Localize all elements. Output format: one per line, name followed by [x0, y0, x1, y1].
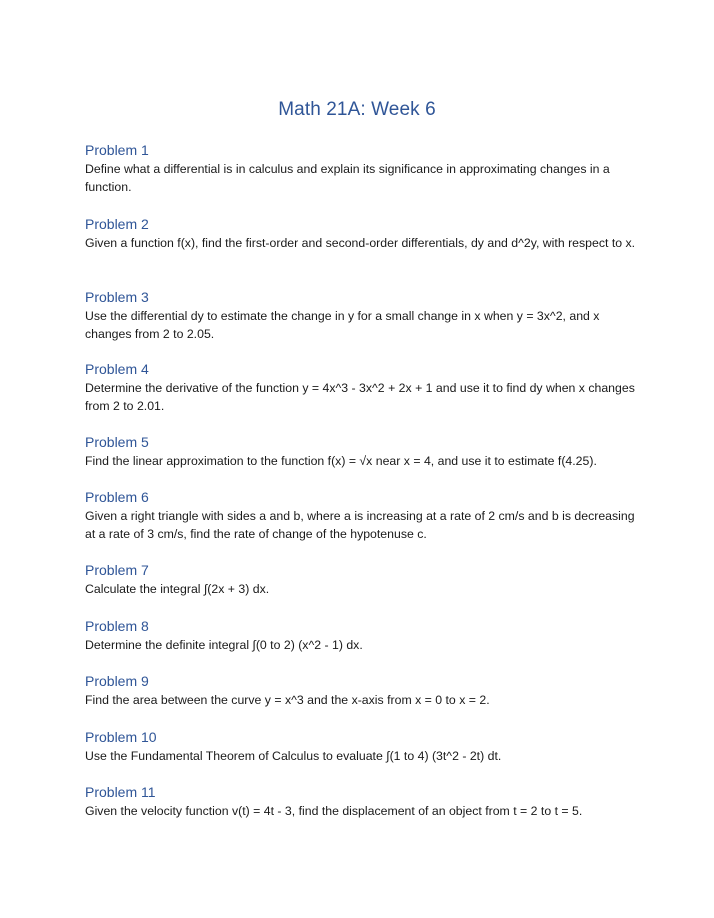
- problem-heading: Problem 9: [85, 673, 149, 689]
- problem-10: [85, 728, 645, 783]
- problem-heading: Problem 10: [85, 729, 157, 745]
- problem-heading: Problem 4: [85, 361, 149, 377]
- problem-heading: Problem 1: [85, 142, 149, 158]
- problem-text: Use the differential dy to estimate the change in y for a small change in x when y = 3x^2, and x changes from 2 to 2.05.: [85, 309, 600, 341]
- problem-3: [85, 288, 645, 360]
- problem-text: Use the Fundamental Theorem of Calculus to evaluate ∫(1 to 4) (3t^2 - 2t) dt.: [85, 749, 502, 763]
- problem-8: [85, 617, 645, 672]
- problem-heading: Problem 2: [85, 216, 149, 232]
- problem-heading: Problem 5: [85, 434, 149, 450]
- problem-heading: Problem 11: [85, 784, 156, 800]
- problem-text: Calculate the integral ∫(2x + 3) dx.: [85, 582, 270, 596]
- problem-9: [85, 672, 645, 728]
- document-title: Math 21A: Week 6: [278, 99, 436, 120]
- problem-text: Determine the derivative of the function y = 4x^3 - 3x^2 + 2x + 1 and use it to find dy when x changes from 2 to 2.01.: [85, 381, 635, 413]
- problem-heading: Problem 7: [85, 562, 149, 578]
- problem-text: Determine the definite integral ∫(0 to 2) (x^2 - 1) dx.: [85, 638, 363, 652]
- problem-1: [85, 141, 645, 215]
- problem-11: [85, 783, 645, 820]
- problem-text: Given a function f(x), find the first-order and second-order differentials, dy and d^2y, with respect to x.: [85, 236, 636, 250]
- problem-text: Given the velocity function v(t) = 4t - 3, find the displacement of an object from t = 2 to t = 5.: [85, 804, 583, 818]
- problem-heading: Problem 8: [85, 618, 149, 634]
- problem-heading: Problem 6: [85, 489, 149, 505]
- problem-text: Find the linear approximation to the function f(x) = √x near x = 4, and use it to estimate f(4.25).: [85, 454, 597, 468]
- problem-6: [85, 488, 645, 561]
- problem-7: [85, 561, 645, 617]
- problem-text: Given a right triangle with sides a and b, where a is increasing at a rate of 2 cm/s and b is decreasing at a rate of 3 cm/s, find the rate of change of the hypotenuse c.: [85, 509, 635, 541]
- problem-text: Find the area between the curve y = x^3 and the x-axis from x = 0 to x = 2.: [85, 693, 490, 707]
- problem-2: [85, 215, 645, 288]
- problem-4: [85, 360, 645, 433]
- problem-text: Define what a differential is in calculus and explain its significance in approximating changes in a function.: [85, 162, 610, 194]
- problem-list: [85, 141, 645, 820]
- problem-heading: Problem 3: [85, 289, 149, 305]
- problem-5: [85, 433, 645, 488]
